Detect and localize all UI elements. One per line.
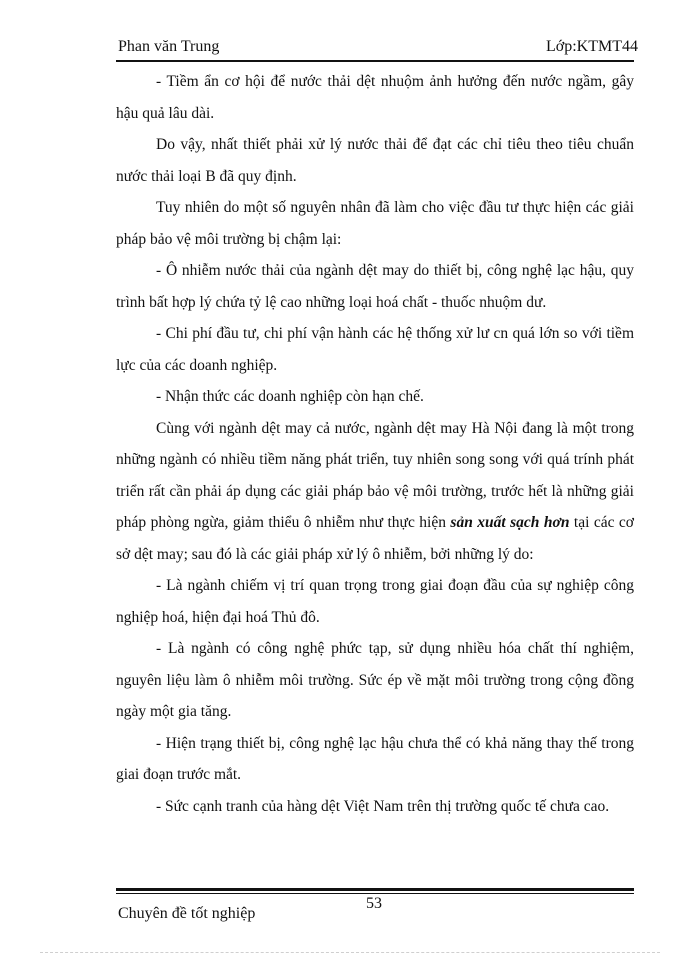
footer-title: Chuyên đề tốt nghiệp: [118, 905, 256, 922]
footer-rule-thick: [116, 888, 634, 891]
text-run: tại các cơ sở dệt may; sau đó là các giải pháp xử lý ô nhiễm, bởi những lý do:: [116, 514, 634, 563]
header-rule: [116, 60, 634, 62]
page-number: 53: [366, 895, 382, 912]
paragraph: Tuy nhiên do một số nguyên nhân đã làm cho việc đầu tư thực hiện các giải pháp bảo vệ môi trường bị chậm lại:: [116, 199, 634, 248]
paragraph: Do vậy, nhất thiết phải xử lý nước thải để đạt các chỉ tiêu theo tiêu chuẩn nước thải loại B đã quy định.: [116, 136, 634, 185]
page-edge-divider: [40, 952, 660, 953]
paragraph: - Ô nhiễm nước thải của ngành dệt may do thiết bị, công nghệ lạc hậu, quy trình bất hợp lý chứa tỷ lệ cao những loại hoá chất - thuốc nhuộm dư.: [116, 262, 634, 311]
header-class: Lớp:KTMT44: [545, 38, 638, 55]
header-author: Phan văn Trung: [118, 38, 220, 55]
paragraph-long: [116, 413, 634, 571]
footer-rule-thin: [116, 893, 634, 894]
emphasis-text: sản xuất sạch hơn: [450, 514, 570, 531]
reason-item: - Hiện trạng thiết bị, công nghệ lạc hậu chưa thể có khả năng thay thế trong giai đoạn trước mắt.: [116, 734, 634, 783]
paragraph: - Nhận thức các doanh nghiệp còn hạn chế.: [156, 388, 424, 405]
document-body: [116, 66, 634, 822]
text-run: Cùng với ngành dệt may cả nước, ngành dệt may Hà Nội đang là một trong những ngành có nhiều tiềm năng phát triển, tuy nhiên song song với quá trính phát triển rất cần phải áp dụng các giải pháp bảo vệ môi trường, trước hết là những giải pháp phòng ngừa, giảm thiểu ô nhiễm như thực hiện: [116, 419, 634, 531]
reason-item: - Là ngành chiếm vị trí quan trọng trong giai đoạn đầu của sự nghiệp công nghiệp hoá, hiện đại hoá Thủ đô.: [116, 577, 634, 626]
paragraph: - Chi phí đầu tư, chi phí vận hành các hệ thống xử lư cn quá lớn so với tiềm lực của các doanh nghiệp.: [116, 325, 634, 374]
reason-item: - Sức cạnh tranh của hàng dệt Việt Nam trên thị trường quốc tế chưa cao.: [156, 797, 610, 815]
reason-item: - Là ngành có công nghệ phức tạp, sử dụng nhiều hóa chất thí nghiệm, nguyên liệu làm ô nhiễm môi trường. Sức ép về mặt môi trường trong cộng đồng ngày một gia tăng.: [116, 640, 634, 720]
paragraph: - Tiềm ẩn cơ hội để nước thải dệt nhuộm ảnh hưởng đến nước ngầm, gây hậu quả lâu dài.: [116, 73, 634, 122]
